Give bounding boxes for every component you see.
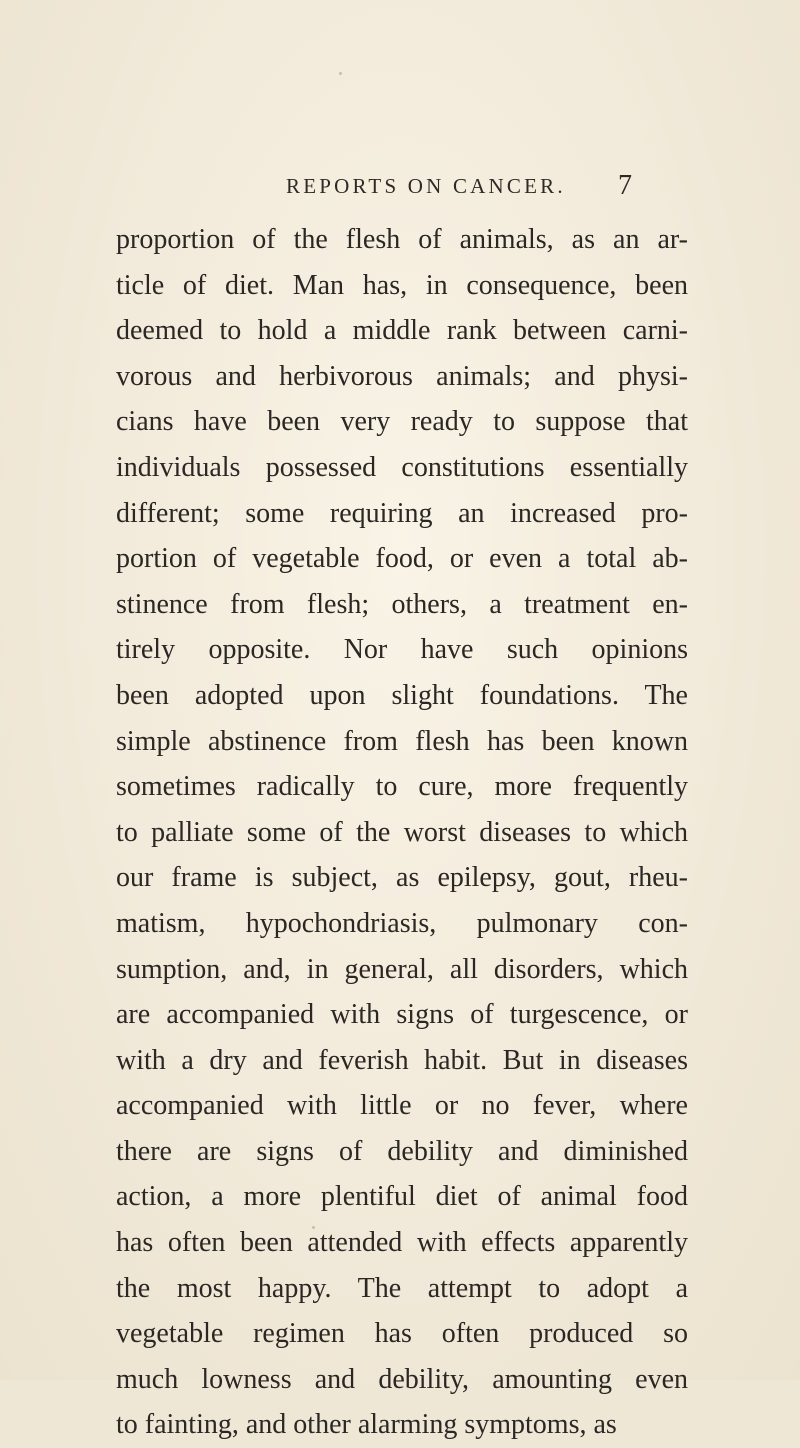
text-line: ticle of diet. Man has, in consequence, been — [116, 269, 688, 301]
text-line: vorous and herbivorous animals; and physi- — [116, 360, 688, 392]
text-line: has often been attended with effects apparently — [116, 1227, 688, 1259]
text-line: action, a more plentiful diet of animal food — [116, 1181, 688, 1213]
text-line: individuals possessed constitutions essentially — [116, 451, 688, 483]
text-line: simple abstinence from flesh has been known — [116, 725, 688, 757]
running-title: REPORTS ON CANCER. — [286, 174, 566, 198]
text-line: different; some requiring an increased pro- — [116, 497, 688, 529]
text-line: accompanied with little or no fever, where — [116, 1090, 688, 1122]
text-line: deemed to hold a middle rank between carni- — [116, 315, 688, 347]
text-line: tirely opposite. Nor have such opinions — [116, 634, 688, 666]
text-line: sometimes radically to cure, more frequently — [116, 771, 688, 803]
text-line: vegetable regimen has often produced so — [116, 1318, 688, 1350]
text-line: with a dry and feverish habit. But in diseases — [116, 1044, 688, 1076]
text-line: our frame is subject, as epilepsy, gout, rheu- — [116, 862, 688, 894]
text-line: proportion of the flesh of animals, as an ar- — [116, 224, 688, 255]
body-text — [116, 217, 688, 1448]
text-line: matism, hypochondriasis, pulmonary con- — [116, 907, 688, 939]
text-line: portion of vegetable food, or even a total ab- — [116, 543, 688, 575]
text-line: cians have been very ready to suppose that — [116, 406, 688, 438]
text-line: there are signs of debility and diminished — [116, 1135, 688, 1167]
text-line: sumption, and, in general, all disorders, which — [116, 953, 688, 985]
text-line: much lowness and debility, amounting even — [116, 1363, 688, 1395]
page-number: 7 — [618, 170, 632, 201]
paper-speck — [339, 72, 342, 75]
running-head — [0, 170, 800, 210]
text-line: the most happy. The attempt to adopt a — [116, 1272, 688, 1304]
text-line: to palliate some of the worst diseases to which — [116, 816, 688, 848]
text-line: been adopted upon slight foundations. The — [116, 679, 688, 711]
text-line: are accompanied with signs of turgescence, or — [116, 999, 688, 1031]
text-line: to fainting, and other alarming symptoms, as — [116, 1409, 617, 1441]
text-line: stinence from flesh; others, a treatment en- — [116, 588, 688, 620]
